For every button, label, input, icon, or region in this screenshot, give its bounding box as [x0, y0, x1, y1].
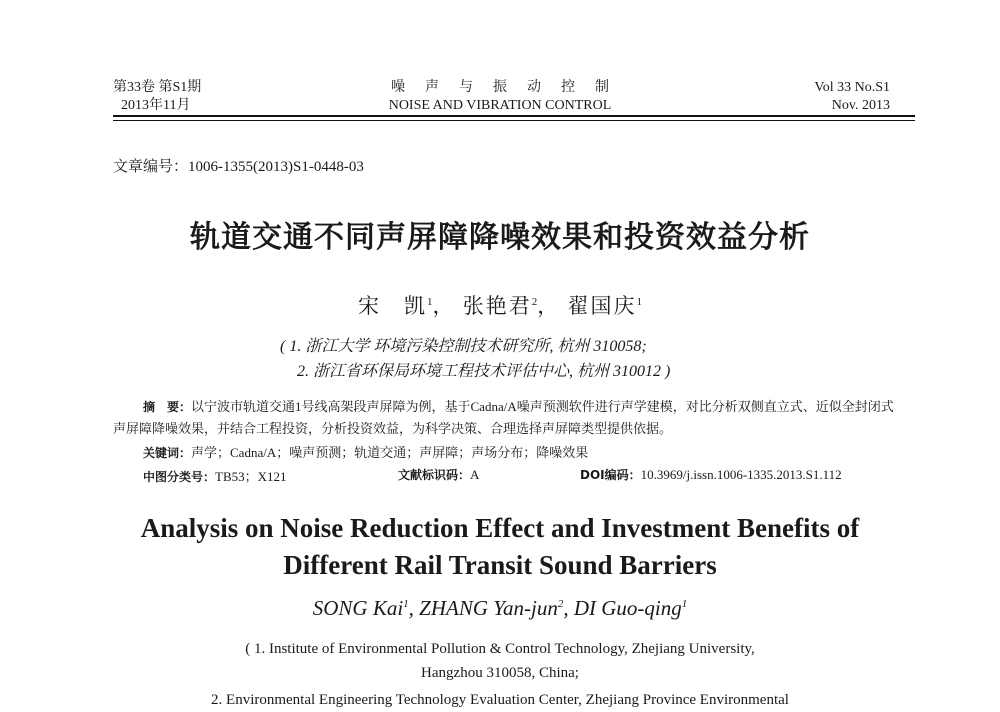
author-name: 翟国庆: [567, 294, 637, 318]
keywords-label: 关键词：: [143, 446, 192, 460]
author-affiliation-mark: 1: [681, 598, 688, 610]
author-name: DI Guo-qing: [573, 596, 682, 620]
publication-date-cn: 2013年11月: [121, 98, 191, 113]
en-author-list: SONG Kai$^1$, ZHANG Yan-jun$^2$, DI Guo-qing$^1$: [312, 596, 688, 620]
article-number: 文章编号：1006-1355(2013)S1-0448-03: [113, 159, 364, 175]
journal-name-cn: 噪声与振动控制: [391, 80, 629, 95]
publication-date-en: Nov. 2013: [831, 98, 890, 113]
author-affiliation-mark: 2: [557, 598, 564, 610]
author-affiliation-mark: 1: [403, 598, 409, 610]
abstract-label: 摘 要：: [143, 400, 192, 414]
header-rule-thin: [113, 120, 915, 121]
document-code-label: 文献标识码：: [398, 468, 471, 482]
keywords-text: 声学；Cadna/A；噪声预测；轨道交通；声屏障；声场分布；降噪效果: [191, 445, 589, 460]
page-title: 轨道交通不同声屏障降噪效果和投资效益分析: [190, 220, 810, 255]
cn-affiliation: 2. 浙江省环保局环境工程技术评估中心, 杭州 310012 ): [297, 363, 671, 380]
author-affiliation-mark: 1: [636, 296, 642, 308]
en-affiliation: Hangzhou 310058, China;: [421, 665, 579, 681]
volume-issue: 第33卷 第S1期: [113, 80, 202, 95]
classification-number: [143, 466, 287, 485]
en-affiliation: ( 1. Institute of Environmental Pollution & Control Technology, Zhejiang University,: [245, 641, 755, 657]
english-title-line: Analysis on Noise Reduction Effect and Investment Benefits of: [140, 513, 860, 543]
cn-keywords: [143, 442, 588, 461]
document-code-value: A: [470, 467, 480, 482]
en-affiliation: 2. Environmental Engineering Technology Evaluation Center, Zhejiang Province Environmental: [211, 692, 789, 708]
author-name: SONG Kai: [312, 596, 404, 620]
author-affiliation-mark: 1: [427, 296, 433, 308]
classification-value: TB53；X121: [215, 469, 287, 484]
author-name: ZHANG Yan-jun: [419, 596, 558, 620]
volume-issue-en: Vol 33 No.S1: [814, 80, 890, 95]
journal-volume-info-en: [814, 79, 890, 115]
doi-label: DOI编码：: [580, 468, 641, 482]
document-code: [398, 466, 479, 483]
classification-label: 中图分类号：: [143, 470, 216, 484]
header-rule-thick: [113, 115, 915, 117]
cn-author-list: 宋 凯$^1$， 张艳君$^2$， 翟国庆$^1$: [358, 294, 642, 318]
english-title-line: Different Rail Transit Sound Barriers: [283, 550, 717, 580]
author-name: 张艳君: [462, 294, 532, 318]
cn-affiliation: ( 1. 浙江大学 环境污染控制技术研究所, 杭州 310058;: [280, 338, 647, 355]
cn-abstract: [113, 396, 903, 440]
abstract-text: 以宁波市轨道交通1号线高架段声屏障为例，基于Cadna/A噪声预测软件进行声学建模，对比分析双侧直立式、近似全封闭式声屏障降噪效果，并结合工程投资，分析投资效益，为科学决策、合理选择声屏障类型提供依据。: [113, 399, 894, 436]
doi: [580, 466, 842, 483]
journal-name-en: NOISE AND VIBRATION CONTROL: [388, 98, 612, 113]
doi-value: 10.3969/j.issn.1006-1335.2013.S1.112: [640, 467, 842, 482]
author-affiliation-mark: 2: [531, 296, 538, 308]
english-title: [0, 510, 1000, 584]
author-name: 宋 凯: [358, 294, 427, 318]
